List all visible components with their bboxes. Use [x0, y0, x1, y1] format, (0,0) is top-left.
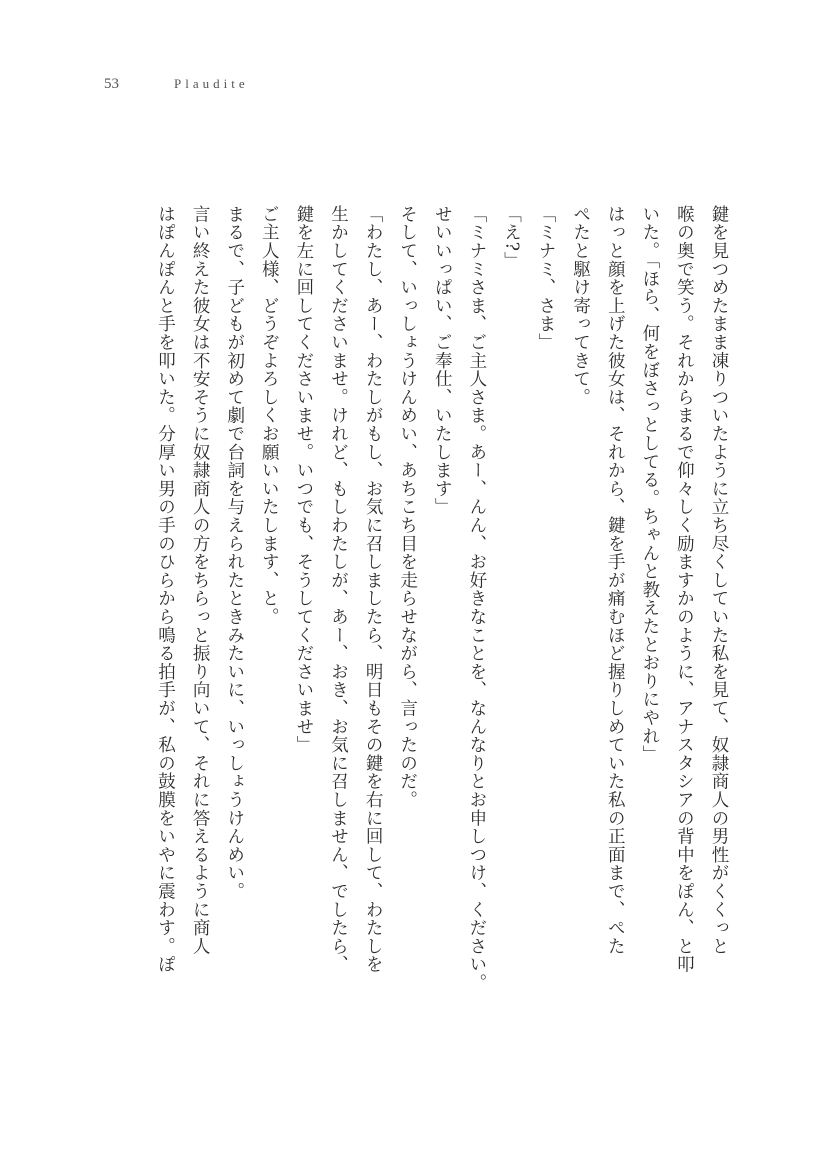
text-line: 「わたし、あー、わたしがもし、お気に召しましたら、明日もその鍵を右に回して、わたしを [363, 205, 384, 974]
text-line: 「え?」 [501, 205, 522, 271]
text-line: はぽんぽんと手を叩いた。分厚い男の手のひらから鳴る拍手が、私の鼓膜をいやに震わす。ぽ [155, 205, 176, 974]
text-line: 言い終えた彼女は不安そうに奴隷商人の方をちらっと振り向いて、それに答えるように商人 [190, 205, 211, 956]
running-header [104, 76, 249, 100]
text-line: 鍵を左に回してくださいませ。いつでも、そうしてくださいませ」 [293, 205, 314, 754]
text-line: ぺたと駆け寄ってきて。 [570, 205, 591, 407]
text-line: 「ミナミ、さま」 [536, 205, 557, 352]
vertical-body-text [112, 205, 736, 1085]
text-line: はっと顔を上げた彼女は、それから、鍵を手が痛むほど握りしめていた私の正面まで、ぺた [605, 205, 626, 956]
text-line: 「ミナミさま、ご主人さま。あー、んん、お好きなことを、なんなりとお申しつけ、ください。 [466, 205, 487, 992]
book-title: Plaudite [174, 76, 249, 91]
page-number: 53 [104, 76, 119, 92]
text-line: まるで、子どもが初めて劇で台詞を与えられたときみたいに、いっしょうけんめい。 [224, 205, 245, 901]
text-line: 生かしてくださいませ。けれど、もしわたしが、あー、おき、お気に召しません、でしたら、 [328, 205, 349, 974]
text-line: せいいっぱい、ご奉仕、いたします」 [432, 205, 453, 517]
text-line: 喉の奥で笑う。それからまるで仰々しく励ますかのように、アナスタシアの背中をぽん、と叩 [674, 205, 695, 974]
text-line: いた。「ほら、何をぼさっとしてる。ちゃんと教えたとおりにやれ」 [639, 205, 660, 764]
text-line: ご主人様、どうぞよろしくお願いいたします、と。 [259, 205, 280, 626]
text-line: 鍵を見つめたまま凍りついたように立ち尽くしていた私を見て、奴隷商人の男性がくくっと [709, 205, 729, 956]
text-line: そして、いっしょうけんめい、あちこち目を走らせながら、言ったのだ。 [397, 205, 418, 809]
